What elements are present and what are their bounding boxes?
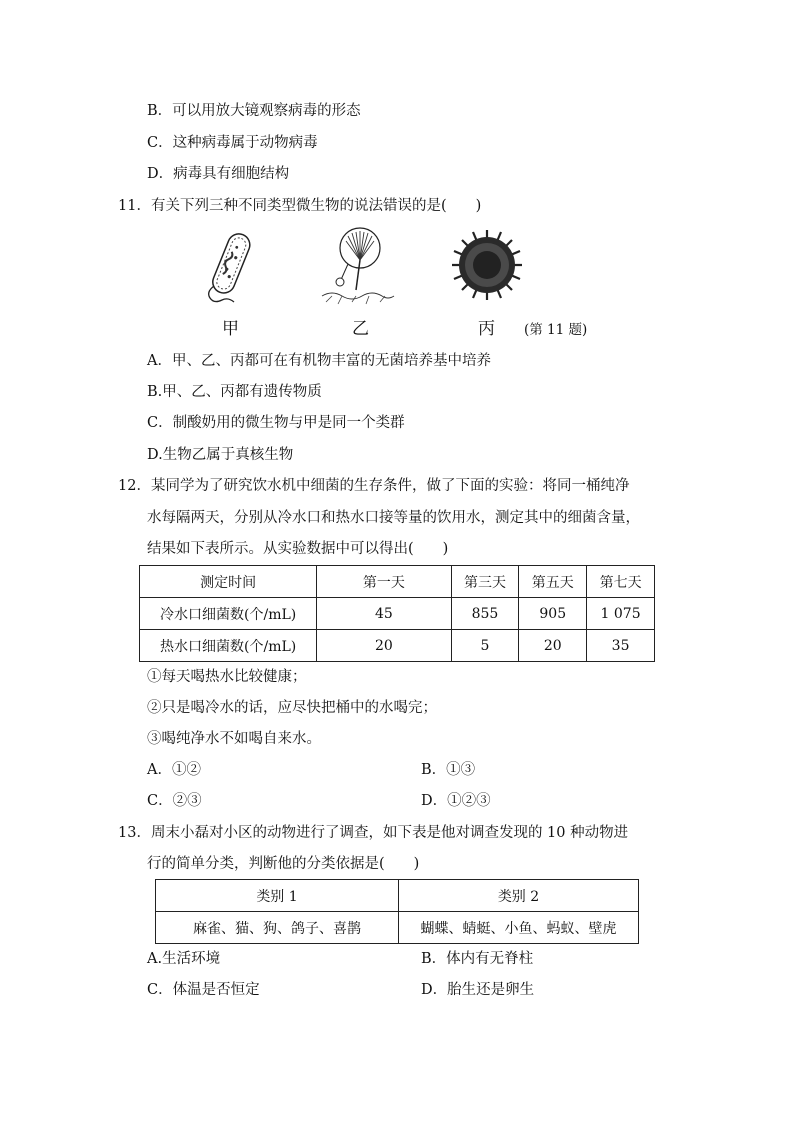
table-row: [156, 912, 639, 944]
q12-option-b: B．①③: [421, 762, 476, 778]
q10-option-b: B．可以用放大镜观察病毒的形态: [147, 103, 361, 119]
q11-option-d: D.生物乙属于真核生物: [147, 447, 294, 463]
table-cell: 905: [519, 598, 587, 630]
table-header-cell: 第一天: [317, 566, 451, 598]
q12-option-c: C．②③: [147, 793, 202, 809]
table-row: [140, 598, 655, 630]
mold-icon: [318, 224, 398, 310]
virus-figure: [450, 228, 524, 306]
table-row: [140, 630, 655, 662]
q13-option-b: B．体内有无脊柱: [421, 951, 534, 967]
table-header-cell: 类别 2: [399, 880, 639, 912]
figure-label-bing: 丙: [478, 319, 495, 339]
q12-statement-3: ③喝纯净水不如喝自来水。: [147, 731, 321, 747]
mold-figure: [318, 224, 398, 314]
table-header-cell: 类别 1: [156, 880, 399, 912]
q12-stem-line3: 结果如下表所示。从实验数据中可以得出( ): [147, 541, 449, 557]
q13-option-c: C．体温是否恒定: [147, 982, 260, 998]
q10-option-d: D．病毒具有细胞结构: [147, 166, 290, 182]
q11-option-b: B.甲、乙、丙都有遗传物质: [147, 384, 322, 400]
q12-statement-1: ①每天喝热水比较健康；: [147, 669, 307, 685]
bacteria-count-table: [139, 565, 655, 662]
q11-option-c: C．制酸奶用的微生物与甲是同一个类群: [147, 415, 405, 431]
table-cell: 1 075: [587, 598, 655, 630]
table-header-cell: 第五天: [519, 566, 587, 598]
figure-caption: (第 11 题): [524, 322, 588, 338]
table-header-cell: 第三天: [451, 566, 519, 598]
table-cell: 20: [519, 630, 587, 662]
bacterium-figure: [200, 226, 260, 314]
q12-statement-2: ②只是喝冷水的话，应尽快把桶中的水喝完；: [147, 700, 437, 716]
q12-option-a: A．①②: [147, 762, 201, 778]
table-cell: 冷水口细菌数(个/mL): [140, 598, 317, 630]
table-cell: 麻雀、猫、狗、鸽子、喜鹊: [156, 912, 399, 944]
bacterium-icon: [200, 226, 260, 310]
q13-stem-line1: 13．周末小磊对小区的动物进行了调查，如下表是他对调查发现的 10 种动物进: [118, 825, 629, 841]
table-cell: 855: [451, 598, 519, 630]
table-cell: 热水口细菌数(个/mL): [140, 630, 317, 662]
table-cell: 5: [451, 630, 519, 662]
q13-stem-line2: 行的简单分类，判断他的分类依据是( ): [147, 856, 420, 872]
table-header-cell: 第七天: [587, 566, 655, 598]
table-header-row: [140, 566, 655, 598]
q12-stem-line2: 水每隔两天，分别从冷水口和热水口接等量的饮用水，测定其中的细菌含量，: [147, 510, 640, 526]
q11-option-a: A．甲、乙、丙都可在有机物丰富的无菌培养基中培养: [147, 353, 491, 369]
table-cell: 45: [317, 598, 451, 630]
table-cell: 35: [587, 630, 655, 662]
q13-option-d: D．胎生还是卵生: [421, 982, 535, 998]
q11-stem: 11．有关下列三种不同类型微生物的说法错误的是( ): [118, 198, 482, 214]
figure-label-jia: 甲: [222, 319, 239, 339]
table-cell: 蝴蝶、蜻蜓、小鱼、蚂蚁、壁虎: [399, 912, 639, 944]
virus-icon: [450, 228, 524, 302]
figure-label-yi: 乙: [352, 319, 369, 339]
animal-classification-table: [155, 879, 639, 944]
q12-stem-line1: 12．某同学为了研究饮水机中细菌的生存条件，做了下面的实验：将同一桶纯净: [118, 478, 630, 494]
q10-option-c: C．这种病毒属于动物病毒: [147, 135, 318, 151]
table-cell: 20: [317, 630, 451, 662]
table-header-row: [156, 880, 639, 912]
q12-option-d: D．①②③: [421, 793, 491, 809]
q13-option-a: A.生活环境: [147, 951, 221, 967]
table-header-cell: 测定时间: [140, 566, 317, 598]
